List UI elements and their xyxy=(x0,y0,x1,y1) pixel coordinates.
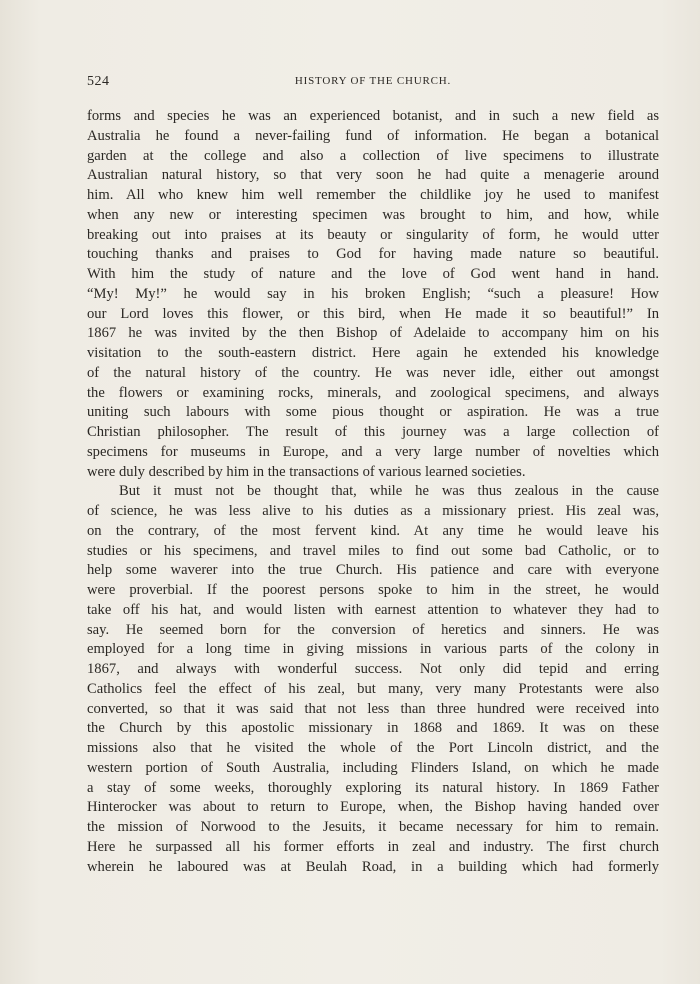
text-line: him. All who knew him well remember the childlike joy he used to manifest xyxy=(87,187,659,203)
text-line: Catholics feel the effect of his zeal, but many, very many Protestants were also xyxy=(87,680,659,697)
text-line: 1867 he was invited by the then Bishop of Adelaide to accompany him on his xyxy=(87,325,659,342)
text-line: help some waverer into the true Church. His patience and care with everyone xyxy=(87,562,659,579)
paragraph-end-line: were duly described by him in the transactions of various learned societies. xyxy=(87,463,526,480)
text-line: breaking out into praises at its beauty or singularity of form, he would utter xyxy=(87,226,659,243)
text-line: wherein he laboured was at Beulah Road, in a building which had formerly xyxy=(87,858,659,875)
text-line: “My! My!” he would say in his broken English; “such a pleasure! How xyxy=(87,285,659,302)
text-line: were proverbial. If the poorest persons spoke to him in the street, he would xyxy=(87,582,659,598)
paragraph-first-line: But it must not be thought that, while he was thus zealous in the cause xyxy=(119,483,659,500)
text-line: Here he surpassed all his former efforts in zeal and industry. The first church xyxy=(87,838,659,855)
text-line: western portion of South Australia, including Flinders Island, on which he made xyxy=(87,759,659,776)
text-line: uniting such labours with some pious thought or aspiration. He was a true xyxy=(87,404,659,421)
text-line: say. He seemed born for the conversion of heretics and sinners. He was xyxy=(87,621,659,638)
running-head xyxy=(87,74,659,94)
text-line: Hinterocker was about to return to Europe, when, the Bishop having handed over xyxy=(87,799,659,816)
body-text xyxy=(87,107,659,877)
page-number: 524 xyxy=(87,74,110,89)
text-line: visitation to the south-eastern district. Here again he extended his knowledge xyxy=(87,345,659,361)
text-line: our Lord loves this flower, or this bird, when He made it so beautiful!” In xyxy=(87,305,659,322)
text-line: 1867, and always with wonderful success. Not only did tepid and erring xyxy=(87,661,659,677)
text-line: a stay of some weeks, thoroughly exploring its natural history. In 1869 Father xyxy=(87,779,659,796)
text-line: touching thanks and praises to God for having made nature so beautiful. xyxy=(87,246,659,263)
running-title: HISTORY OF THE CHURCH. xyxy=(294,75,452,87)
text-line: forms and species he was an experienced botanist, and in such a new field as xyxy=(87,108,659,124)
text-line: the mission of Norwood to the Jesuits, it became necessary for him to remain. xyxy=(87,819,659,835)
text-line: the Church by this apostolic missionary in 1868 and 1869. It was on these xyxy=(87,720,659,737)
text-line: converted, so that it was said that not less than three hundred were received into xyxy=(87,700,659,717)
text-line: Australia he found a never-failing fund of information. He began a botanical xyxy=(87,127,659,144)
text-line: employed for a long time in giving missions in various parts of the colony in xyxy=(87,641,659,658)
text-line: of the natural history of the country. He was never idle, either out amongst xyxy=(87,364,659,381)
text-line: With him the study of nature and the love of God went hand in hand. xyxy=(87,266,659,282)
text-line: take off his hat, and would listen with earnest attention to whatever they had to xyxy=(87,601,659,618)
text-line: specimens for museums in Europe, and a very large number of novelties which xyxy=(87,443,659,460)
text-line: studies or his specimens, and travel miles to find out some bad Catholic, or to xyxy=(87,542,659,559)
text-line: the flowers or examining rocks, minerals, and zoological specimens, and always xyxy=(87,384,659,401)
text-line: Australian natural history, so that very soon he had quite a menagerie around xyxy=(87,167,659,184)
text-line: of science, he was less alive to his duties as a missionary priest. His zeal was, xyxy=(87,503,659,519)
text-line: garden at the college and also a collection of live specimens to illustrate xyxy=(87,147,659,164)
text-line: when any new or interesting specimen was brought to him, and how, while xyxy=(87,206,659,223)
text-line: Christian philosopher. The result of this journey was a large collection of xyxy=(87,424,659,440)
text-line: on the contrary, of the most fervent kind. At any time he would leave his xyxy=(87,522,659,539)
text-line: missions also that he visited the whole of the Port Lincoln district, and the xyxy=(87,740,659,756)
